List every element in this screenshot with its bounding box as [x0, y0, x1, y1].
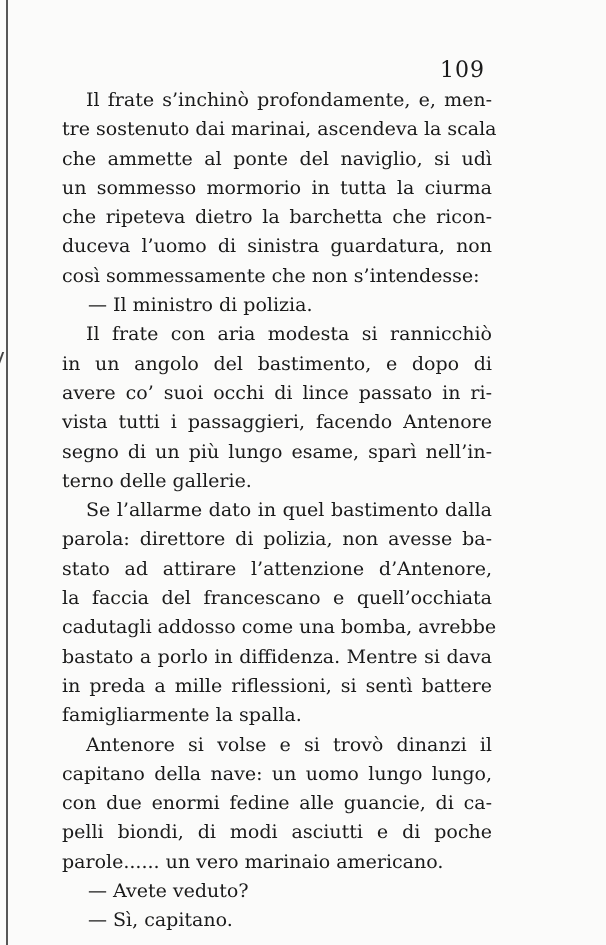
- text-line: Se l’allarme dato in quel bastimento dalla: [86, 499, 492, 522]
- text-line: parole...... un vero marinaio americano.: [62, 850, 444, 873]
- paragraph: [62, 731, 492, 877]
- text-line: capitano della nave: un uomo lungo lungo,: [62, 762, 492, 785]
- text-line: che ripeteva dietro la barchetta che ricon-: [62, 206, 492, 229]
- text-line: la faccia del francescano e quell’occhiata: [62, 587, 492, 610]
- dialogue-paragraph: [62, 291, 492, 320]
- text-line: bastato a porlo in diffidenza. Mentre si dava: [62, 645, 492, 668]
- text-line: in un angolo del bastimento, e dopo di: [62, 352, 492, 375]
- dialogue-paragraph: [62, 906, 492, 935]
- text-line: cadutagli addosso come una bomba, avrebbe: [62, 616, 497, 639]
- text-line: con due enormi fedine alle guancie, di ca-: [62, 792, 492, 815]
- paragraph: [62, 86, 497, 291]
- paragraph: [62, 320, 492, 496]
- text-line: — Il ministro di polizia.: [88, 294, 313, 317]
- text-line: un sommesso mormorio in tutta la ciurma: [62, 176, 492, 199]
- text-line: — Sì, capitano.: [88, 909, 233, 932]
- text-line: vista tutti i passaggieri, facendo Antenore: [62, 411, 492, 434]
- page-number: 109: [440, 58, 485, 83]
- text-line: in preda a mille riflessioni, si sentì battere: [62, 674, 492, 697]
- text-line: pelli biondi, di modi asciutti e di poche: [62, 821, 492, 844]
- text-line: stato ad attirare l’attenzione d’Antenore,: [62, 557, 492, 580]
- text-line: segno di un più lungo esame, sparì nell’in-: [62, 440, 492, 463]
- margin-mark: [0, 352, 14, 364]
- text-line: parola: direttore di polizia, non avesse ba-: [62, 528, 492, 551]
- text-line: così sommessamente che non s’intendesse:: [62, 264, 480, 287]
- text-line: famigliarmente la spalla.: [62, 704, 302, 727]
- text-line: Il frate con aria modesta si rannicchiò: [86, 323, 492, 346]
- text-line: Il frate s’inchinò profondamente, e, men-: [86, 89, 492, 111]
- text-line: che ammette al ponte del naviglio, si udì: [62, 147, 492, 170]
- text-line: terno delle gallerie.: [62, 469, 252, 492]
- body-text: [62, 86, 497, 936]
- text-line: duceva l’uomo di sinistra guardatura, non: [62, 235, 492, 258]
- text-line: tre sostenuto dai marinai, ascendeva la scala: [62, 118, 497, 141]
- binding-edge: [6, 0, 8, 945]
- text-line: avere co’ suoi occhi di lince passato in ri-: [62, 381, 492, 404]
- text-line: — Avete veduto?: [88, 880, 249, 903]
- dialogue-paragraph: [62, 877, 492, 906]
- paragraph: [62, 496, 497, 730]
- text-line: Antenore si volse e si trovò dinanzi il: [86, 733, 492, 756]
